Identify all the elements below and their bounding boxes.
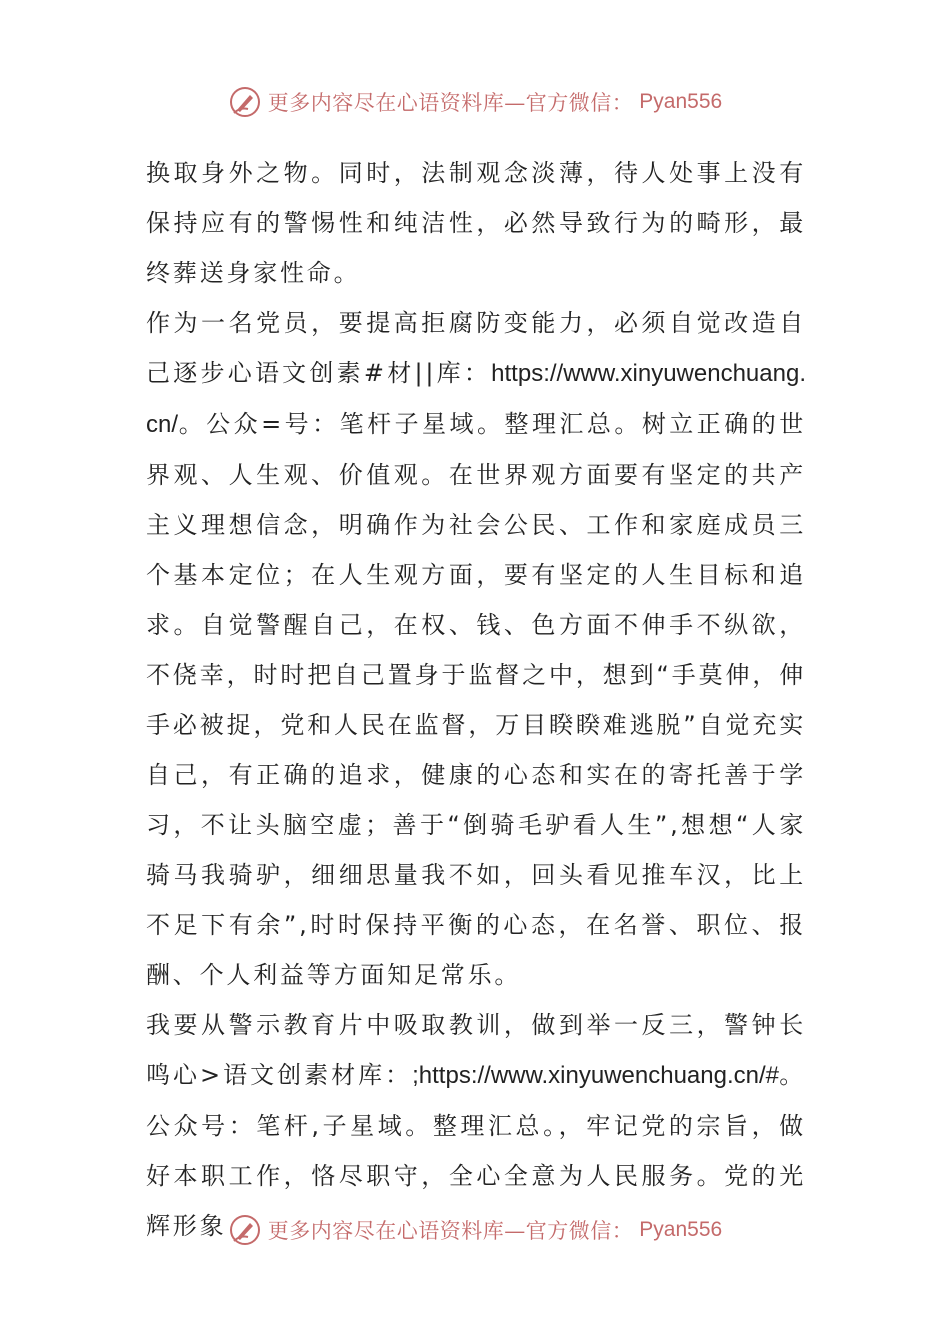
paragraph-1: 换取身外之物。同时，法制观念淡薄，待人处事上没有保持应有的警惕性和纯洁性，必然导致行为的畸形，最终葬送身家性命。: [146, 159, 806, 287]
paragraph-2-url: https://www.xinyuwenchuang.cn/: [146, 360, 806, 438]
pen-logo-icon: [228, 85, 262, 119]
header-wechat-id: Pyan556: [639, 90, 723, 113]
footer-banner: [0, 1210, 950, 1250]
paragraph-2-text-b: 。公众=号：笔杆子星域。整理汇总。树立正确的世界观、人生观、价值观。在世界观方面要有坚定的共产主义理想信念，明确作为社会公民、工作和家庭成员三个基本定位；在人生观方面，要有坚定的人生目标和追求。自觉警醒自己，在权、钱、色方面不伸手不纵欲，不侥幸，时时把自己置身于监督之中，想到“手莫伸，伸手必被捉，党和人民在监督，万目睽睽难逃脱”自觉充实自己，有正确的追求，健康的心态和实在的寄托善于学习，不让头脑空虚；善于“倒骑毛驴看人生”,想想“人家骑马我骑驴，细细思量我不如，回头看见推车汉，比上不足下有余”,时时保持平衡的心态，在名誉、职位、报酬、个人利益等方面知足常乐。: [146, 410, 806, 989]
paragraph-3-text-b: 。公众号：笔杆,子星域。整理汇总。，牢记党的宗旨，做好本职工作，恪尽职守，全心全意为人民服务。党的光辉形象: [146, 1061, 807, 1240]
footer-brand-text: 更多内容尽在心语资料库—官方微信：: [267, 1219, 634, 1243]
paragraph-2-text-a: 作为一名党员，要提高拒腐防变能力，必须自觉改造自己逐步心语文创素#材||库：: [146, 309, 806, 387]
paragraph-3-url: ;https://www.xinyuwenchuang.cn/#: [412, 1062, 779, 1089]
paragraph-2: [146, 298, 806, 1000]
pen-logo-icon: [228, 1213, 262, 1247]
paragraph-3-text-a: 我要从警示教育片中吸取教训，做到举一反三，警钟长鸣心>语文创素材库：: [146, 1011, 806, 1089]
header-banner: [0, 82, 950, 122]
header-brand-text: 更多内容尽在心语资料库—官方微信：: [267, 91, 634, 115]
document-body: [146, 148, 806, 1251]
footer-wechat-id: Pyan556: [639, 1218, 723, 1241]
